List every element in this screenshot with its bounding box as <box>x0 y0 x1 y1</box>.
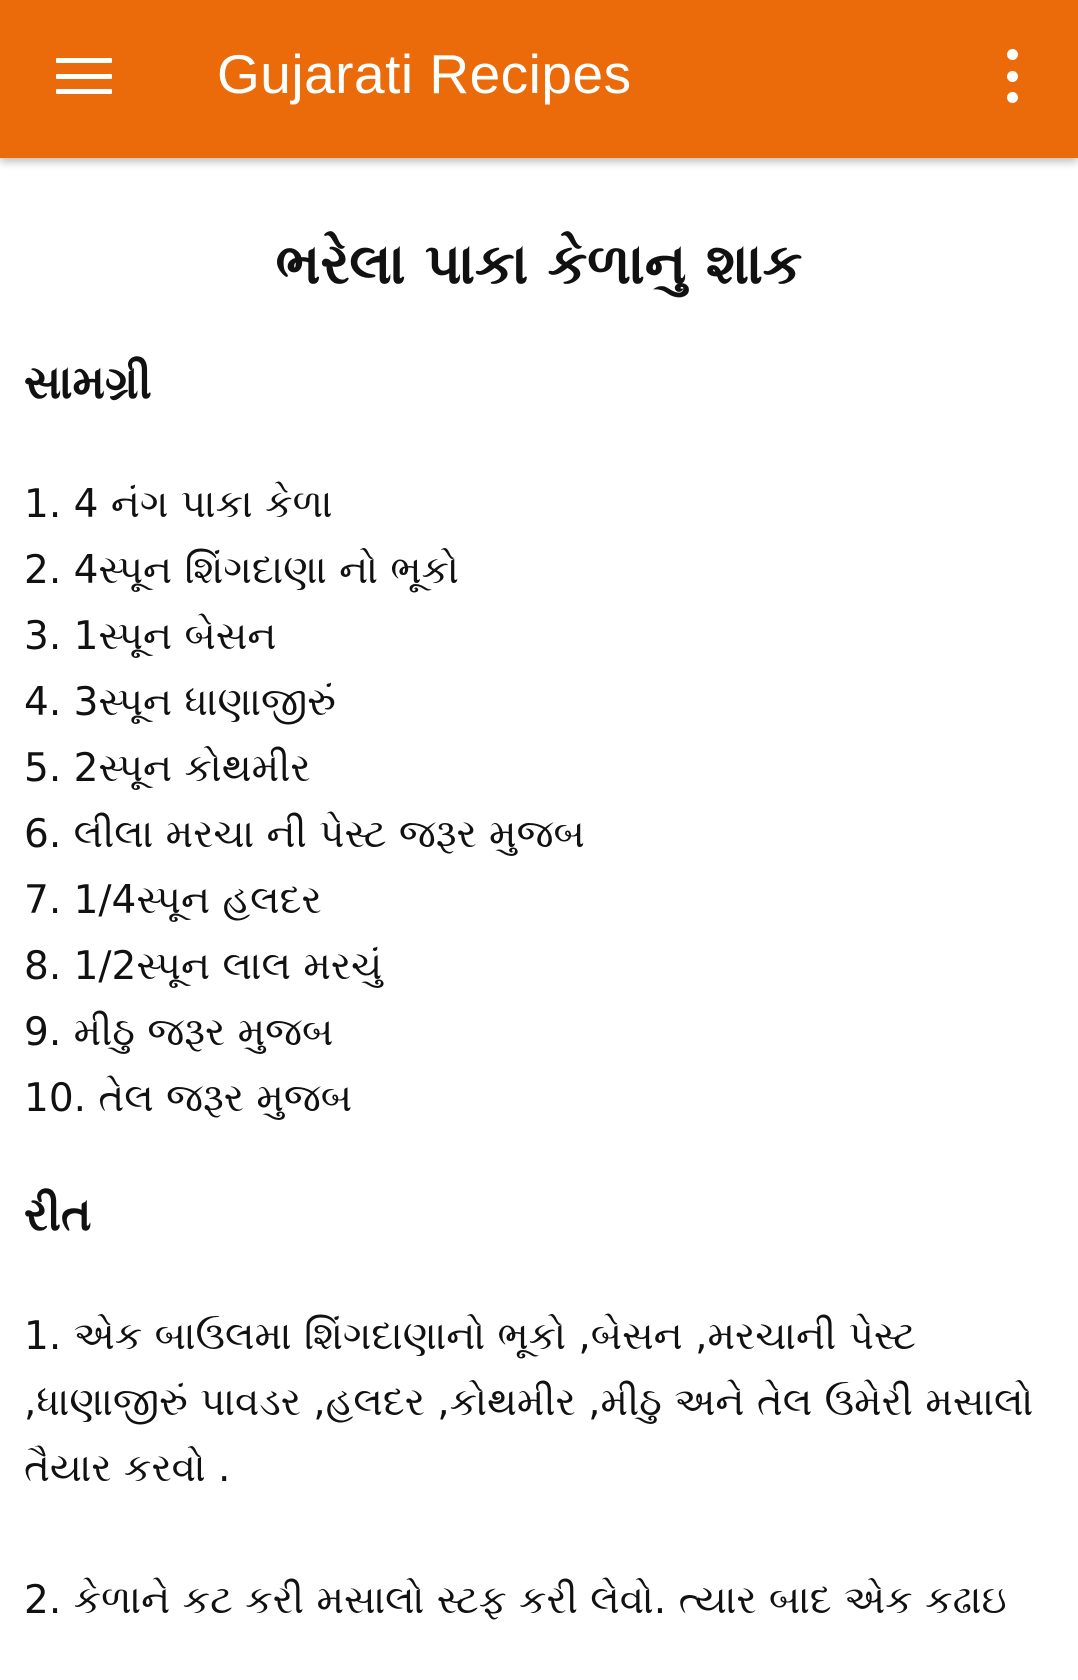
ingredient-item: 7. 1/4સ્પૂન હલદર <box>24 878 322 923</box>
recipe-title: ભરેલા પાકા કેળાનુ શાક <box>275 232 803 297</box>
ingredient-item: 3. 1સ્પૂન બેસન <box>24 614 277 659</box>
method-step: 2. કેળાને કટ કરી મસાલો સ્ટફ કરી લેવો. ત્યાર બાદ એક કઢાઇ <box>24 1578 1007 1623</box>
method-heading: રીત <box>24 1187 92 1241</box>
ingredient-item: 6. લીલા મરચા ની પેસ્ટ જરૂર મુજબ <box>24 812 585 857</box>
recipe-content[interactable] <box>0 158 1078 1680</box>
method-step: 1. એક બાઉલમા શિંગદાણાનો ભૂકો ,બેસન ,મરચાની પેસ્ટ ,ધાણાજીરું પાવડર ,હલદર ,કોથમીર ,મીઠુ અને તેલ ઉમેરી મસાલો તૈયાર કરવો . <box>24 1314 1034 1491</box>
ingredient-item: 9. મીઠુ જરૂર મુજબ <box>24 1010 334 1055</box>
ingredient-item: 5. 2સ્પૂન કોથમીર <box>24 746 311 791</box>
ingredient-item: 10. તેલ જરૂર મુજબ <box>24 1076 353 1121</box>
overflow-menu-button[interactable] <box>986 40 1038 112</box>
ingredients-list <box>24 472 1054 1132</box>
method-steps <box>24 1304 1054 1634</box>
ingredient-item: 4. 3સ્પૂન ધાણાજીરું <box>24 680 336 725</box>
app-title: Gujarati Recipes <box>217 43 632 105</box>
ingredient-item: 8. 1/2સ્પૂન લાલ મરચું <box>24 944 383 989</box>
ingredients-heading: સામગ્રી <box>24 355 152 409</box>
app-bar <box>0 0 1078 158</box>
hamburger-menu-icon <box>56 58 112 94</box>
more-vert-icon <box>1006 49 1018 103</box>
ingredient-item: 2. 4સ્પૂન શિંગદાણા નો ભૂકો <box>24 548 459 593</box>
ingredient-item: 1. 4 નંગ પાકા કેળા <box>24 482 333 527</box>
menu-button[interactable] <box>46 44 122 108</box>
